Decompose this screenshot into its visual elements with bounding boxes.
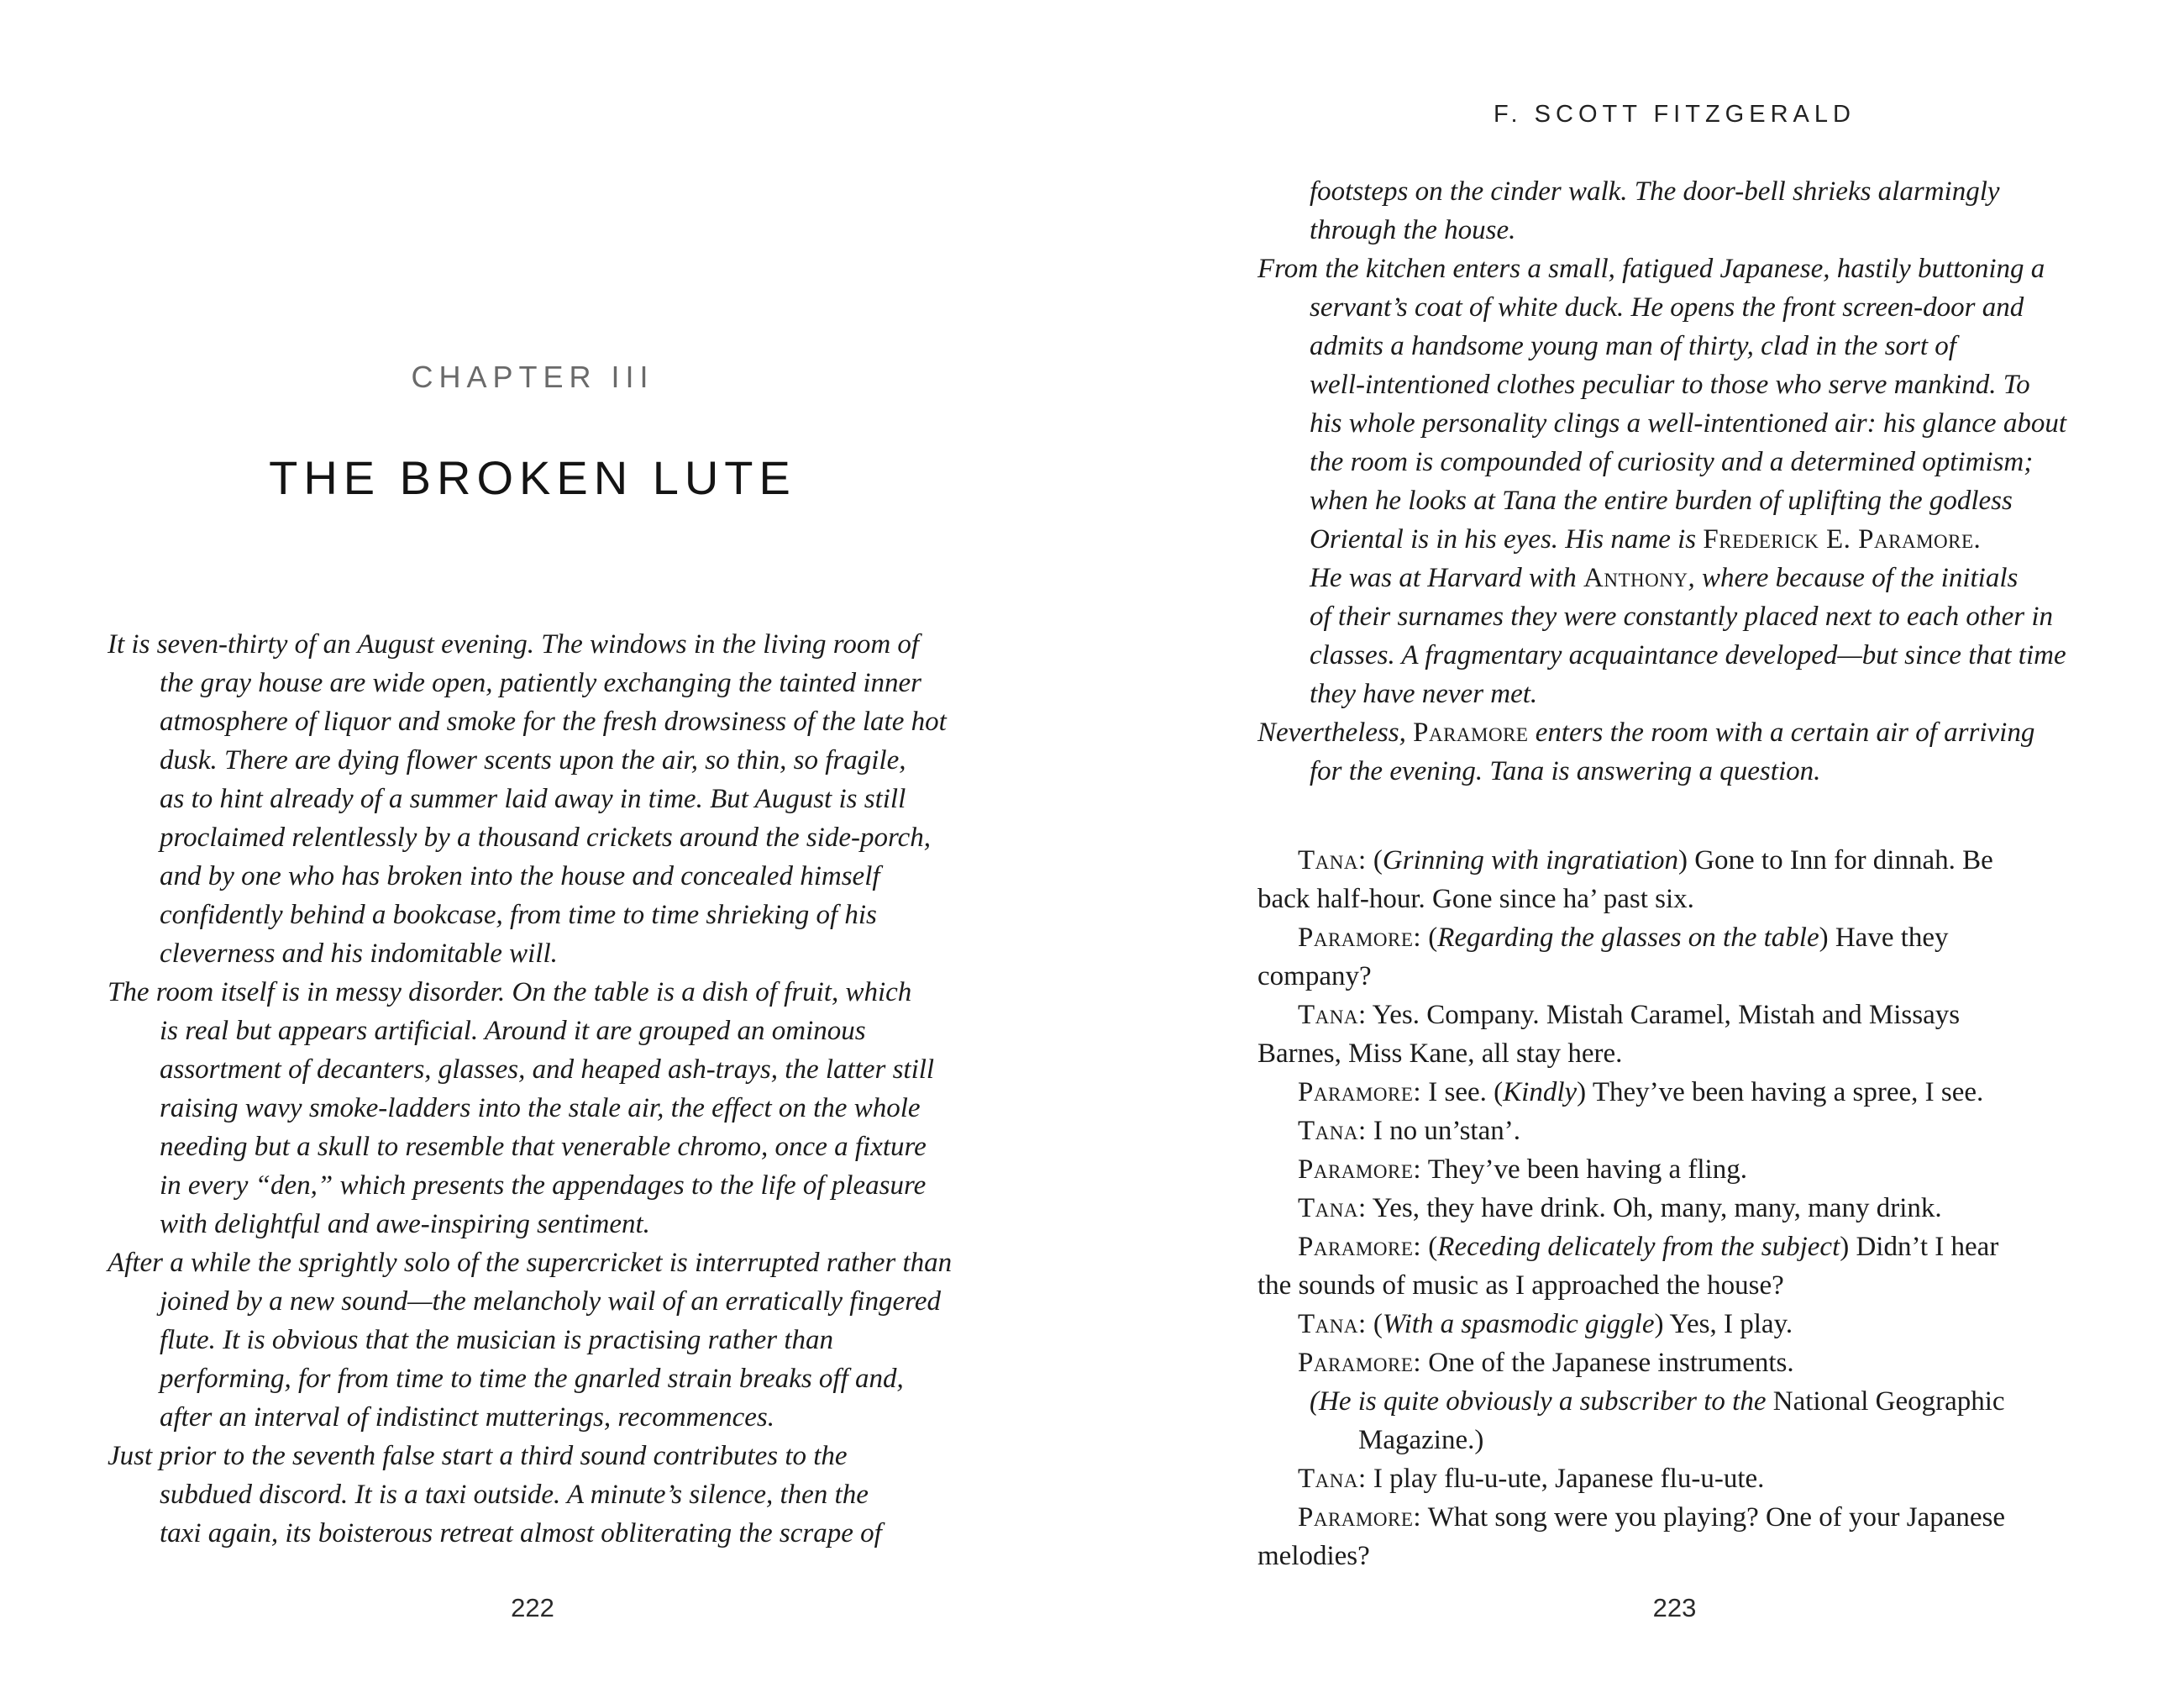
text-segment: Kindly [1503,1077,1578,1107]
text-segment: dusk. There are dying flower scents upon the air, so thin, so fragile, [160,745,906,776]
text-segment: his whole personality clings a well-intentioned air: his glance about [1310,408,2066,439]
text-line [1257,752,2092,791]
text-segment: joined by a new sound—the melancholy wail of an erratically fingered [160,1286,941,1317]
text-line [1257,636,2092,675]
text-line [1257,1034,2092,1073]
text-line [1257,597,2092,636]
text-segment: ) Have they [1819,923,1949,953]
text-segment: Oriental is in his eyes. His name is [1310,524,1704,555]
text-line [1257,327,2092,365]
chapter-title: THE BROKEN LUTE [269,451,796,504]
text-segment: raising wavy smoke-ladders into the stale air, the effect on the whole [160,1093,921,1123]
text-segment: back half-hour. Gone since ha’ past six. [1257,884,1694,914]
text-segment: With a spasmodic giggle [1382,1309,1655,1339]
text-segment: ) Didn’t I hear [1840,1232,1999,1262]
text-segment: One of the Japanese instruments. [1421,1348,1794,1378]
text-segment: of their surnames they were constantly placed next to each other in [1310,602,2053,632]
text-segment: What song were you playing? One of your Japanese [1421,1502,2005,1533]
right-page-text [1257,172,2092,1575]
text-segment: He was at Harvard with [1310,563,1584,593]
text-segment: Barnes, Miss Kane, all stay here. [1257,1038,1623,1069]
text-line [1257,1189,2092,1228]
text-line [108,1282,958,1321]
text-segment: and by one who has broken into the house and concealed himself [160,861,880,891]
text-segment: Receding delicately from the subject [1437,1232,1840,1262]
text-segment: classes. A fragmentary acquaintance developed—but since that time [1310,640,2066,670]
right-page-number: 223 [1652,1593,1697,1622]
text-line [1257,1112,2092,1150]
text-segment: Tana: [1298,1309,1367,1339]
text-line [1257,1459,2092,1498]
text-segment: Anthony [1583,563,1688,593]
text-line [108,1089,958,1128]
text-line [1257,559,2092,597]
text-line [1257,1537,2092,1575]
text-segment: From the kitchen enters a small, fatigued Japanese, hastily buttoning a [1257,254,2045,284]
left-page [108,0,958,1693]
text-segment: Paramore: [1298,1077,1422,1107]
text-segment: Frederick E. Paramore. [1703,524,1982,555]
text-segment: ( [1366,1309,1383,1339]
running-header: F. SCOTT FITZGERALD [1494,101,1856,128]
text-segment: for the evening. Tana is answering a question. [1310,756,1821,786]
text-line [108,1321,958,1359]
text-line [1257,365,2092,404]
text-line [1257,443,2092,481]
text-segment: company? [1257,961,1372,991]
text-segment: Paramore: [1298,923,1422,953]
text-line [1257,1305,2092,1343]
text-line [1257,1150,2092,1189]
text-line [1257,172,2092,211]
text-segment: assortment of decanters, glasses, and heaped ash-trays, the latter still [160,1054,935,1085]
text-line [108,1359,958,1398]
text-segment: with delightful and awe-inspiring sentiment. [160,1209,650,1239]
text-segment: National Geographic [1772,1386,2005,1417]
text-line [1257,1498,2092,1537]
text-segment: Nevertheless, [1257,718,1414,748]
text-segment: proclaimed relentlessly by a thousand crickets around the side-porch, [160,823,932,853]
text-segment: Grinning with ingratiation [1382,845,1678,875]
text-segment: Paramore [1413,718,1529,748]
text-segment: Regarding the glasses on the table [1437,923,1819,953]
text-line [1257,520,2092,559]
text-segment: Tana: [1298,1000,1367,1030]
text-line [108,741,958,780]
text-line [108,780,958,818]
text-line [1257,250,2092,288]
text-segment: I no un’stan’. [1366,1116,1520,1146]
text-line [1257,1343,2092,1382]
text-line [1257,481,2092,520]
text-segment: taxi again, its boisterous retreat almost obliterating the scrape of [160,1518,882,1548]
text-segment: admits a handsome young man of thirty, clad in the sort of [1310,331,1956,361]
text-line [1257,841,2092,880]
text-segment: ( [1421,1232,1438,1262]
text-segment: the gray house are wide open, patiently exchanging the tainted inner [160,668,921,698]
text-segment: Yes, they have drink. Oh, many, many, many drink. [1366,1193,1942,1223]
text-segment: ) They’ve been having a spree, I see. [1577,1077,1984,1107]
text-segment: Tana: [1298,1464,1367,1494]
text-line [108,1243,958,1282]
text-segment: subdued discord. It is a taxi outside. A minute’s silence, then the [160,1480,869,1510]
text-segment: It is seven-thirty of an August evening. The windows in the living room of [108,629,920,660]
text-segment: (He is quite obviously a subscriber to the [1310,1386,1773,1417]
text-segment: Yes. Company. Mistah Caramel, Mistah and Missays [1366,1000,1961,1030]
text-segment: Magazine.) [1358,1425,1484,1455]
text-segment: after an interval of indistinct mutterings, recommences. [160,1402,774,1433]
text-line [108,1050,958,1089]
text-line [1257,880,2092,918]
text-line [1257,1073,2092,1112]
text-line [108,702,958,741]
text-segment: flute. It is obvious that the musician is practising rather than [160,1325,834,1355]
left-page-number: 222 [511,1593,554,1622]
left-page-text [108,625,958,1553]
text-line [108,1012,958,1050]
text-segment: ( [1421,923,1438,953]
text-line [108,664,958,702]
text-line [1257,211,2092,250]
text-line [1257,996,2092,1034]
text-segment: the room is compounded of curiosity and a determined optimism; [1310,447,2034,477]
text-line [108,896,958,934]
text-line [1257,404,2092,443]
text-segment: Paramore: [1298,1154,1422,1185]
text-segment: Paramore: [1298,1232,1422,1262]
text-line [1257,1228,2092,1266]
text-line [108,1437,958,1475]
text-line [108,1398,958,1437]
chapter-label: CHAPTER III [411,360,654,394]
text-segment: Paramore: [1298,1502,1422,1533]
text-segment: needing but a skull to resemble that venerable chromo, once a fixture [160,1132,927,1162]
text-segment: The room itself is in messy disorder. On the table is a dish of fruit, which [108,977,912,1007]
text-segment: atmosphere of liquor and smoke for the fresh drowsiness of the late hot [160,707,947,737]
text-line [108,857,958,896]
right-page [1257,0,2092,1693]
text-segment: performing, for from time to time the gnarled strain breaks off and, [160,1364,904,1394]
text-segment: After a while the sprightly solo of the supercricket is interrupted rather than [108,1248,953,1278]
text-line [1257,1382,2092,1421]
text-segment: I play flu-u-ute, Japanese flu-u-ute. [1366,1464,1765,1494]
text-segment: as to hint already of a summer laid away in time. But August is still [160,784,906,814]
text-line [1257,1421,2092,1459]
text-segment: Tana: [1298,1193,1367,1223]
text-segment: ) Yes, I play. [1654,1309,1793,1339]
text-segment: well-intentioned clothes peculiar to those who serve mankind. To [1310,370,2030,400]
text-line [1257,1266,2092,1305]
text-line [1257,957,2092,996]
text-line [108,1514,958,1553]
text-segment: melodies? [1257,1541,1370,1571]
text-segment: ) Gone to Inn for dinnah. Be [1677,845,1993,875]
text-segment: Just prior to the seventh false start a third sound contributes to the [108,1441,848,1471]
text-segment: they have never met. [1310,679,1538,709]
text-line [108,1128,958,1166]
text-segment: the sounds of music as I approached the house? [1257,1270,1784,1301]
text-line [108,934,958,973]
text-segment: They’ve been having a fling. [1421,1154,1747,1185]
text-segment: enters the room with a certain air of arriving [1528,718,2035,748]
text-segment: , where because of the initials [1688,563,2019,593]
text-segment: through the house. [1310,215,1516,245]
text-line [1257,713,2092,752]
text-segment: ( [1366,845,1383,875]
text-segment: servant’s coat of white duck. He opens the front screen-door and [1310,292,2024,323]
text-segment: Tana: [1298,845,1367,875]
text-line [1257,918,2092,957]
text-segment: Tana: [1298,1116,1367,1146]
text-line [108,818,958,857]
text-segment: is real but appears artificial. Around it are grouped an ominous [160,1016,866,1046]
text-segment: footsteps on the cinder walk. The door-bell shrieks alarmingly [1310,176,2000,207]
text-line [108,1205,958,1243]
text-segment: cleverness and his indomitable will. [160,939,558,969]
text-segment: I see. ( [1421,1077,1504,1107]
text-line [108,625,958,664]
text-line [108,973,958,1012]
text-line [108,1475,958,1514]
text-segment: in every “den,” which presents the appendages to the life of pleasure [160,1170,927,1201]
text-segment: confidently behind a bookcase, from time to time shrieking of his [160,900,877,930]
text-segment: Paramore: [1298,1348,1422,1378]
text-line [1257,675,2092,713]
text-line [108,1166,958,1205]
text-line [1257,288,2092,327]
text-segment: when he looks at Tana the entire burden of uplifting the godless [1310,486,2013,516]
